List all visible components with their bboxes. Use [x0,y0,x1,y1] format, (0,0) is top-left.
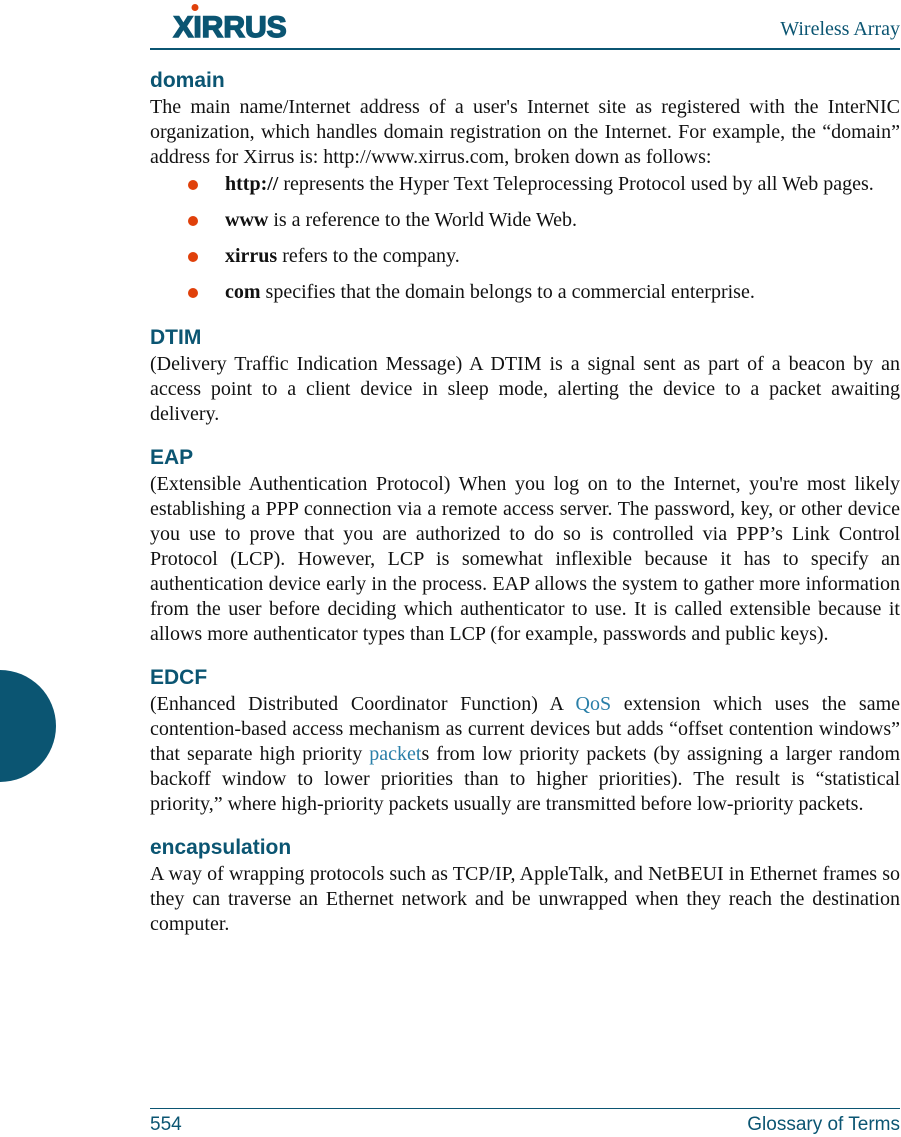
term-heading: EAP [150,446,194,469]
list-item [150,206,900,235]
bullet-keyword: xirrus [225,245,278,267]
entry-dtim [150,323,900,427]
bullet-text: is a reference to the World Wide Web. [268,209,577,231]
bullet-keyword: www [225,209,269,231]
entry-edcf [150,663,900,817]
footer-section-title: Glossary of Terms [747,1114,900,1135]
term-heading: encapsulation [150,836,292,859]
bullet-dot-icon [188,252,198,262]
doc-title: Wireless Array [780,18,900,40]
term-heading: DTIM [150,326,202,349]
logo-text: XIRRUS [173,11,287,42]
bullet-text: represents the Hyper Text Teleprocessing Protocol used by all Web pages. [278,173,874,195]
term-heading: EDCF [150,666,208,689]
chapter-tab-marker [0,670,56,782]
term-definition: (Delivery Traffic Indication Message) A DTIM is a signal sent as part of a beacon by an access point to a client device in sleep mode, alerting the device to a packet awaiting delivery. [150,353,900,425]
definition-text: (Enhanced Distributed Coordinator Function) A [150,693,576,715]
packet-link[interactable]: packet [369,743,422,765]
header-divider [150,48,900,50]
xirrus-logo [155,4,305,42]
term-definition [150,692,900,817]
list-item [150,278,900,307]
term-definition: (Extensible Authentication Protocol) When you log on to the Internet, you're most likely establishing a PPP connection via a remote access server. The password, key, or other device you use to prove that you are authorized to do so is controlled via PPP’s Link Control Protocol (LCP). However, LCP is somewhat inflexible because it has to specify an authentication device early in the process. EAP allows the system to gather more information from the user before deciding which authenticator to use. It is called extensible because it allows more authenticator types than LCP (for example, passwords and public keys). [150,473,900,645]
entry-eap [150,443,900,647]
bullet-text: refers to the company. [277,245,460,267]
qos-link[interactable]: QoS [575,693,612,715]
term-definition: A way of wrapping protocols such as TCP/IP, AppleTalk, and NetBEUI in Ethernet frames so they can traverse an Ethernet network and be unwrapped when they reach the destination computer. [150,863,900,935]
bullet-dot-icon [188,216,198,226]
list-item [150,170,900,199]
entry-encapsulation [150,833,900,937]
bullet-dot-icon [188,288,198,298]
page-header [150,0,900,52]
bullet-dot-icon [188,180,198,190]
term-heading: domain [150,69,225,92]
footer-divider [150,1108,900,1109]
entry-domain [150,66,900,307]
page-footer [150,1114,900,1136]
list-item [150,242,900,271]
bullet-list [150,170,900,307]
glossary-content [150,66,900,953]
definition-text: extension which uses the same contention-based access mechanism as current devices but adds “offset contention windows” that separate high priority [150,693,900,765]
term-definition: The main name/Internet address of a user's Internet site as registered with the InterNIC organization, which handles domain registration on the Internet. For example, the “domain” address for Xirrus is: http://www.xirrus.com, broken down as follows: [150,96,900,168]
definition-text: s from low priority packets (by assigning a larger random backoff window to lower priorities than to higher priorities). The result is “statistical priority,” where high-priority packets usually are transmitted before low-priority packets. [150,743,901,815]
bullet-keyword: com [225,281,261,303]
bullet-text: specifies that the domain belongs to a commercial enterprise. [260,281,755,303]
bullet-keyword: http:// [225,173,279,195]
page-number: 554 [150,1114,182,1135]
